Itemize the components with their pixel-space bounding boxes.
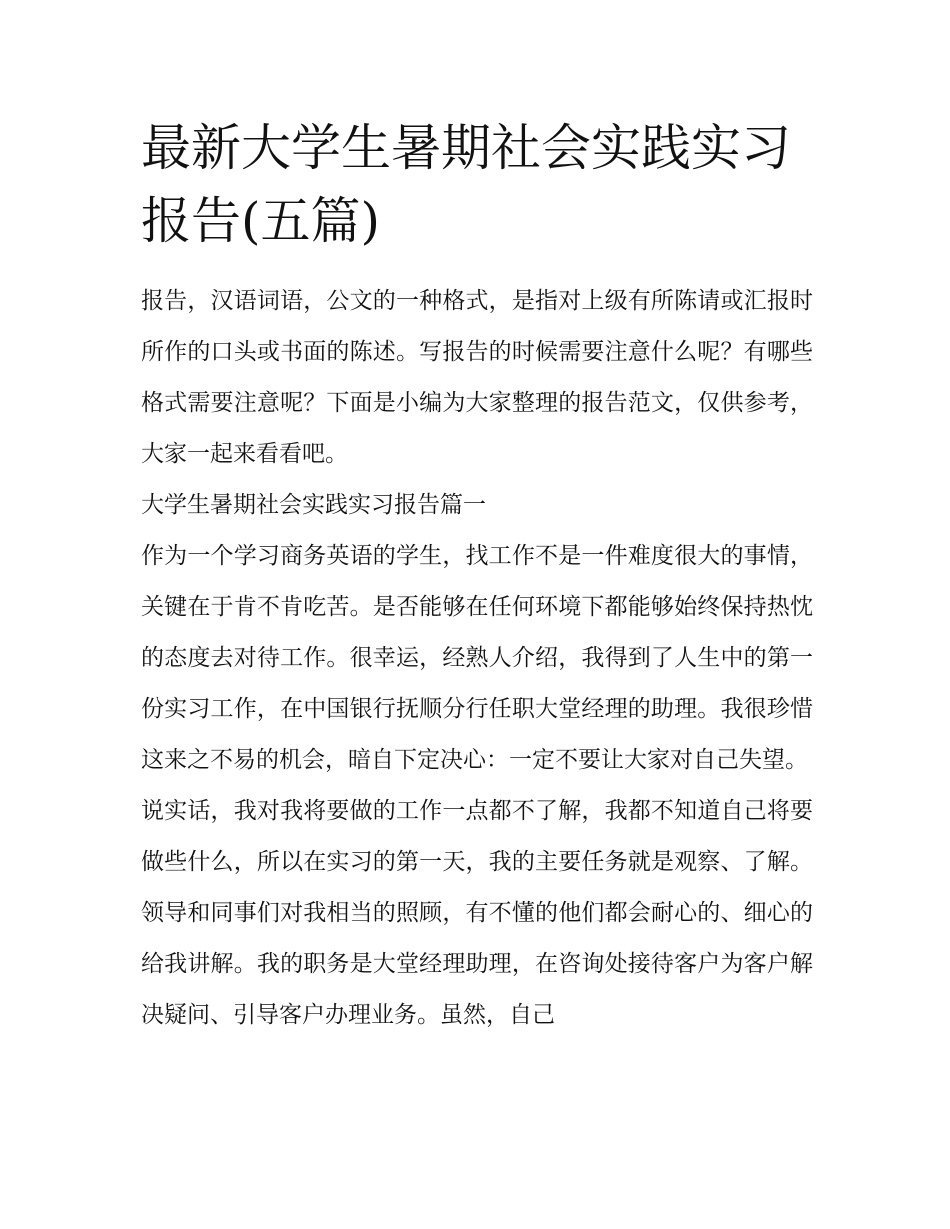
document-body xyxy=(141,276,813,1041)
document-title: 最新大学生暑期社会实践实习报告(五篇) xyxy=(141,119,791,250)
body-paragraph: 说实话，我对我将要做的工作一点都不了解，我都不知道自己将要做些什么，所以在实习的第一天，我的主要任务就是观察、了解。领导和同事们对我相当的照顾，有不懂的他们都会耐心的、细心的给我讲解。我的职务是大堂经理助理，在咨询处接待客户为客户解决疑问、引导客户办理业务。虽然，自己 xyxy=(141,798,813,1028)
section-heading: 大学生暑期社会实践实习报告篇一 xyxy=(141,492,486,518)
body-paragraph: 作为一个学习商务英语的学生，找工作不是一件难度很大的事情，关键在于肯不肯吃苦。是否能够在任何环境下都能够始终保持热忱的态度去对待工作。很幸运，经熟人介绍，我得到了人生中的第一份实习工作，在中国银行抚顺分行任职大堂经理的助理。我很珍惜这来之不易的机会，暗自下定决心：一定不要让大家对自己失望。 xyxy=(141,543,813,773)
intro-paragraph: 报告，汉语词语，公文的一种格式，是指对上级有所陈请或汇报时所作的口头或书面的陈述。写报告的时候需要注意什么呢？有哪些格式需要注意呢？下面是小编为大家整理的报告范文，仅供参考，大家一起来看看吧。 xyxy=(141,288,813,467)
